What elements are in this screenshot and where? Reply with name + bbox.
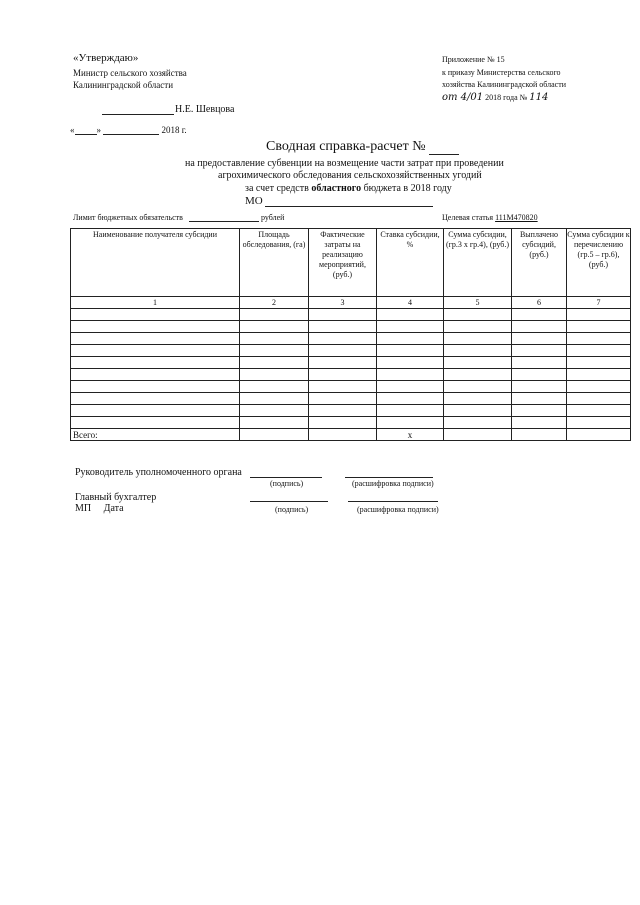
table-cell[interactable] (567, 309, 631, 321)
total-rate-cell: х (377, 429, 444, 441)
table-cell[interactable] (240, 405, 309, 417)
limit-blank (189, 221, 259, 222)
heading-line4-bold: областного (311, 183, 362, 194)
appendix-line4 (442, 92, 548, 103)
table-cell[interactable] (567, 357, 631, 369)
col-header-rate: Ставка субсидии, % (377, 229, 444, 297)
table-cell[interactable] (567, 333, 631, 345)
table-cell[interactable] (444, 321, 512, 333)
table-cell[interactable] (512, 369, 567, 381)
table-row (71, 357, 631, 369)
table-cell[interactable] (71, 309, 240, 321)
date-month-blank (103, 134, 159, 135)
date-quote-close: » (96, 125, 101, 135)
table-total-row (71, 429, 631, 441)
table-cell[interactable] (240, 345, 309, 357)
table-cell[interactable] (444, 357, 512, 369)
total-costs-cell[interactable] (309, 429, 377, 441)
mo-blank (265, 206, 433, 207)
subsidy-table (70, 228, 631, 441)
head-decode-caption: (расшифровка подписи) (352, 479, 434, 488)
table-cell[interactable] (377, 357, 444, 369)
col-header-subsidy-sum: Сумма субсидии, (гр.3 х гр.4), (руб.) (444, 229, 512, 297)
table-cell[interactable] (240, 321, 309, 333)
table-cell[interactable] (309, 381, 377, 393)
chief-decode-line (348, 501, 438, 502)
heading-line4-pre: за счет средств (245, 183, 309, 194)
table-cell[interactable] (512, 417, 567, 429)
appendix-year-label: 2018 года № (485, 93, 528, 102)
table-cell[interactable] (567, 345, 631, 357)
col-number: 2 (240, 297, 309, 309)
table-cell[interactable] (240, 357, 309, 369)
limit-label: Лимит бюджетных обязательств (73, 213, 183, 222)
approve-date (70, 125, 187, 135)
col-number: 7 (567, 297, 631, 309)
table-cell[interactable] (567, 417, 631, 429)
table-cell[interactable] (567, 321, 631, 333)
title-text: Сводная справка-расчет № (266, 139, 426, 154)
heading-line2: на предоставление субвенции на возмещение части затрат при проведении (185, 158, 504, 169)
article-field (442, 213, 538, 222)
mo-label: МО (245, 195, 263, 207)
appendix-line1: Приложение № 15 (442, 55, 505, 64)
table-cell[interactable] (71, 393, 240, 405)
table-cell[interactable] (567, 393, 631, 405)
table-cell[interactable] (309, 393, 377, 405)
date-label: Дата (103, 503, 124, 514)
signer-signature-line (102, 114, 174, 115)
heading-line3: агрохимического обследования сельскохозяйственных угодий (218, 170, 482, 181)
approve-line2: Калининградской области (73, 80, 174, 90)
table-cell[interactable] (240, 369, 309, 381)
table-cell[interactable] (240, 333, 309, 345)
table-cell[interactable] (512, 309, 567, 321)
heading-line4-post: бюджета в 2018 году (363, 183, 452, 194)
table-cell[interactable] (512, 381, 567, 393)
table-cell[interactable] (377, 405, 444, 417)
table-cell[interactable] (71, 381, 240, 393)
table-row (71, 345, 631, 357)
table-cell[interactable] (309, 321, 377, 333)
table-cell[interactable] (512, 333, 567, 345)
table-cell[interactable] (71, 369, 240, 381)
table-cell[interactable] (71, 345, 240, 357)
table-cell[interactable] (512, 345, 567, 357)
table-cell[interactable] (309, 417, 377, 429)
total-transfer-cell[interactable] (567, 429, 631, 441)
table-row (71, 405, 631, 417)
date-day-blank (75, 134, 97, 135)
table-cell[interactable] (444, 333, 512, 345)
table-cell[interactable] (309, 357, 377, 369)
head-decode-line (345, 477, 433, 478)
table-cell[interactable] (71, 357, 240, 369)
table-cell[interactable] (444, 393, 512, 405)
head-signature-label: Руководитель уполномоченного органа (75, 467, 242, 478)
approve-signer: Н.Е. Шевцова (175, 104, 235, 115)
col-header-to-transfer: Сумма субсидии к перечислению (гр.5 – гр.6), (руб.) (567, 229, 631, 297)
col-number: 1 (71, 297, 240, 309)
column-numbers-row (71, 297, 631, 309)
table-cell[interactable] (444, 309, 512, 321)
table-cell[interactable] (444, 369, 512, 381)
table-cell[interactable] (567, 369, 631, 381)
table-cell[interactable] (377, 369, 444, 381)
table-cell[interactable] (512, 321, 567, 333)
chief-decode-caption: (расшифровка подписи) (357, 505, 439, 514)
article-label: Целевая статья (442, 213, 494, 222)
table-row (71, 417, 631, 429)
limit-field (73, 213, 284, 222)
table-cell[interactable] (567, 405, 631, 417)
table-cell[interactable] (377, 309, 444, 321)
page-title (266, 139, 459, 155)
table-cell[interactable] (444, 405, 512, 417)
table-row (71, 321, 631, 333)
total-sum-cell[interactable] (444, 429, 512, 441)
table-header-row (71, 229, 631, 297)
table-row (71, 309, 631, 321)
table-cell[interactable] (512, 357, 567, 369)
table-cell[interactable] (309, 345, 377, 357)
table-row (71, 369, 631, 381)
col-number: 4 (377, 297, 444, 309)
table-cell[interactable] (512, 393, 567, 405)
table-row (71, 333, 631, 345)
table-cell[interactable] (309, 333, 377, 345)
table-cell[interactable] (240, 309, 309, 321)
table-row (71, 381, 631, 393)
table-cell[interactable] (377, 333, 444, 345)
table-cell[interactable] (71, 417, 240, 429)
mp-label: МП (75, 503, 92, 514)
date-year: 2018 г. (161, 125, 187, 135)
table-cell[interactable] (377, 321, 444, 333)
approve-title: «Утверждаю» (73, 52, 139, 64)
table-cell[interactable] (240, 381, 309, 393)
table-cell[interactable] (567, 381, 631, 393)
col-header-area: Площадь обследования, (га) (240, 229, 309, 297)
chief-signature-line (250, 501, 328, 502)
table-cell[interactable] (444, 417, 512, 429)
table-cell[interactable] (444, 381, 512, 393)
table-cell[interactable] (444, 345, 512, 357)
date-quote-open: « (70, 125, 75, 135)
appendix-line2: к приказу Министерства сельского (442, 68, 561, 77)
limit-unit: рублей (260, 213, 285, 222)
col-header-paid: Выплачено субсидий, (руб.) (512, 229, 567, 297)
table-cell[interactable] (377, 381, 444, 393)
stamp-date-row (75, 503, 124, 514)
table-cell[interactable] (240, 393, 309, 405)
approve-line1: Министр сельского хозяйства (73, 68, 187, 78)
total-paid-cell[interactable] (512, 429, 567, 441)
col-header-recipient: Наименование получателя субсидии (71, 229, 240, 297)
mo-field (245, 195, 433, 207)
appendix-line3: хозяйства Калининградской области (442, 80, 567, 89)
table-cell[interactable] (309, 405, 377, 417)
col-number: 5 (444, 297, 512, 309)
appendix-handwritten-number: 114 (529, 92, 549, 103)
table-cell[interactable] (71, 333, 240, 345)
table-row (71, 393, 631, 405)
chief-accountant-label: Главный бухгалтер (75, 492, 157, 503)
table-cell[interactable] (71, 321, 240, 333)
article-value: 111М470820 (495, 213, 538, 222)
appendix-handwritten-date: от 4/01 (442, 92, 484, 103)
table-cell[interactable] (309, 369, 377, 381)
table-cell[interactable] (512, 405, 567, 417)
table-cell[interactable] (240, 417, 309, 429)
table-cell[interactable] (377, 417, 444, 429)
col-number: 6 (512, 297, 567, 309)
head-signature-caption: (подпись) (270, 479, 304, 488)
table-cell[interactable] (377, 345, 444, 357)
head-signature-line (250, 477, 322, 478)
table-cell[interactable] (309, 309, 377, 321)
col-header-costs: Фактические затраты на реализацию мероприятий, (руб.) (309, 229, 377, 297)
heading-line4 (245, 183, 452, 194)
chief-signature-caption: (подпись) (275, 505, 309, 514)
table-cell[interactable] (71, 405, 240, 417)
col-number: 3 (309, 297, 377, 309)
table-cell[interactable] (377, 393, 444, 405)
total-label: Всего: (71, 429, 240, 441)
total-area-cell[interactable] (240, 429, 309, 441)
title-number-blank (429, 154, 459, 155)
